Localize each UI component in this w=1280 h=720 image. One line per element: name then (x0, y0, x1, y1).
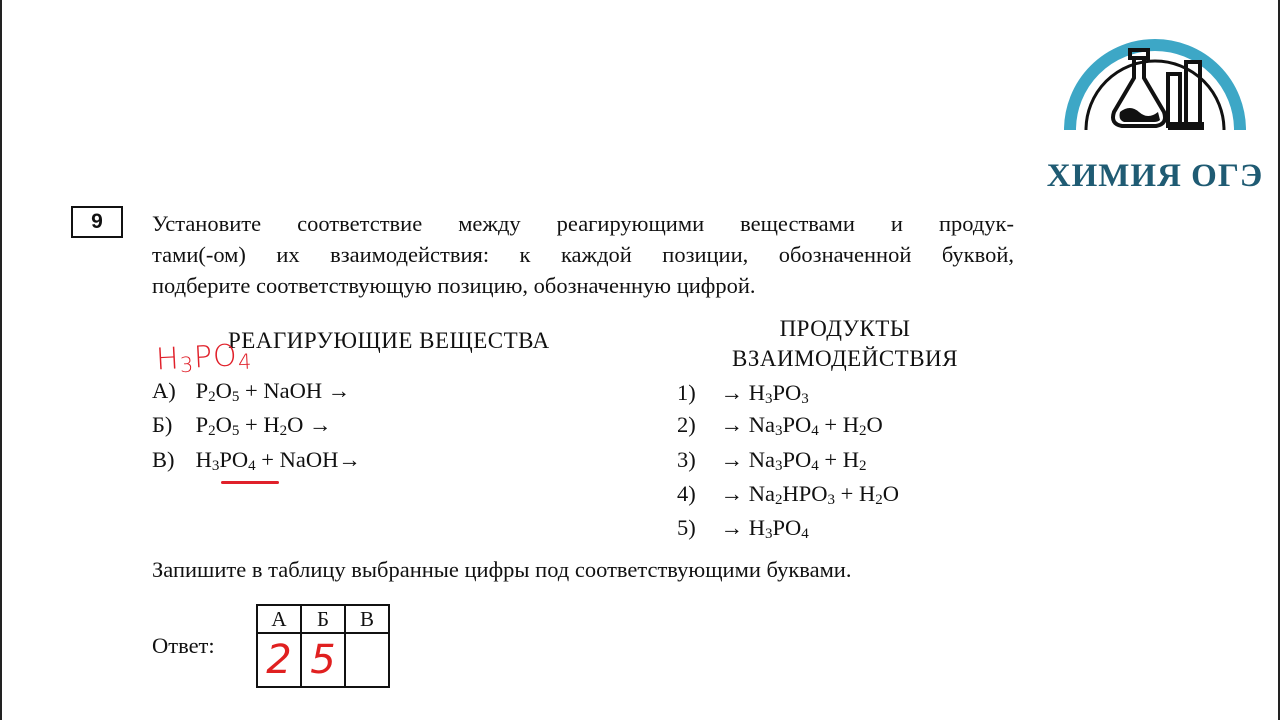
formula-subscript: 2 (875, 492, 883, 508)
formula-subscript: 4 (801, 526, 809, 542)
product-item-3 (677, 447, 866, 473)
product-item-5 (677, 515, 809, 541)
instruction-text: Запишите в таблицу выбранные цифры под соответствующими буквами. (152, 557, 852, 582)
task-line: подберите соответствующую позицию, обозначенную цифрой. (152, 273, 756, 298)
answer-header-row (257, 605, 389, 633)
formula-part: P (195, 378, 209, 403)
formula-part: + H (239, 412, 280, 437)
formula-subscript: 4 (811, 423, 819, 439)
formula-part: PO (219, 447, 249, 472)
handwritten-subscript: 3 (179, 352, 195, 378)
product-key: 2) (677, 412, 696, 437)
product-item-2 (677, 412, 883, 438)
task-statement (152, 208, 1014, 301)
formula-subscript: 2 (208, 423, 216, 439)
reagents-header: РЕАГИРУЮЩИЕ ВЕЩЕСТВА (228, 328, 550, 353)
formula-subscript: 3 (801, 391, 809, 407)
formula-part: HPO (782, 481, 828, 506)
product-item-1 (677, 380, 809, 406)
formula-part: O (215, 412, 232, 437)
formula-subscript: 2 (208, 389, 216, 405)
answer-cell-a[interactable]: 2 (257, 633, 301, 687)
formula-subscript: 4 (248, 458, 256, 474)
task-line: Установите соответствие между реагирующими веществами и продук- (152, 211, 1014, 236)
formula-subscript: 3 (775, 423, 783, 439)
answer-label: Ответ: (152, 633, 215, 658)
formula-part: + H (835, 481, 876, 506)
products-header-line: ВЗАИМОДЕЙСТВИЯ (731, 346, 959, 371)
formula-part: H (195, 447, 212, 472)
product-key: 4) (677, 481, 696, 506)
frame-left-border (0, 0, 2, 720)
reagent-key: Б) (152, 412, 173, 437)
formula-subscript: 3 (765, 391, 773, 407)
formula-part: + H (818, 447, 859, 472)
reagent-key: А) (152, 378, 176, 403)
formula-part: O (215, 378, 232, 403)
products-header-line: ПРОДУКТЫ (779, 316, 911, 341)
answer-header-v: В (345, 605, 389, 633)
formula-part: O (866, 412, 883, 437)
logo-title: ХИМИЯ ОГЭ (1046, 158, 1264, 194)
formula-subscript: 2 (775, 492, 783, 508)
formula-part: O (882, 481, 899, 506)
formula-part: → Na (720, 481, 775, 506)
answer-header-b: Б (301, 605, 345, 633)
handwritten-part: H (155, 341, 181, 378)
formula-part: PO (772, 380, 802, 405)
formula-part: PO (782, 412, 812, 437)
formula-subscript: 3 (827, 492, 836, 508)
product-item-4 (677, 481, 899, 507)
formula-part: + NaOH → (239, 378, 351, 403)
formula-subscript: 3 (211, 458, 220, 474)
reagent-item-b (152, 412, 331, 438)
formula-subscript: 4 (811, 458, 819, 474)
logo (1040, 12, 1270, 192)
formula-subscript: 3 (765, 526, 773, 542)
product-key: 1) (677, 380, 696, 405)
formula-subscript: 2 (858, 458, 867, 474)
reagent-item-v (152, 447, 361, 473)
formula-subscript: 5 (231, 389, 240, 405)
answer-cell-v[interactable] (345, 633, 389, 687)
formula-part: O → (287, 412, 332, 437)
flask-logo-icon (1060, 12, 1250, 144)
answer-value-row (257, 633, 389, 687)
reagent-item-a (152, 378, 350, 404)
handwritten-part: PO (193, 338, 239, 376)
formula-subscript: 2 (858, 423, 867, 439)
formula-part: P (195, 412, 209, 437)
formula-part: + NaOH→ (255, 447, 361, 472)
formula-part: → Na (720, 447, 775, 472)
formula-part: → Na (720, 412, 775, 437)
reagent-key: В) (152, 447, 175, 472)
formula-part: → H (720, 515, 765, 540)
product-key: 5) (677, 515, 696, 540)
formula-part: + H (818, 412, 859, 437)
handwritten-subscript: 4 (237, 349, 253, 375)
formula-part: → H (720, 380, 765, 405)
formula-subscript: 5 (231, 423, 240, 439)
answer-cell-b[interactable]: 5 (301, 633, 345, 687)
formula-subscript: 2 (279, 423, 288, 439)
formula-part: PO (782, 447, 812, 472)
task-line: тами(-ом) их взаимодействия: к каждой позиции, обозначенной буквой, (152, 242, 1014, 267)
handwritten-underline (221, 481, 279, 484)
answer-table (256, 604, 390, 688)
answer-header-a: А (257, 605, 301, 633)
formula-part: PO (772, 515, 802, 540)
task-number-box: 9 (71, 206, 123, 238)
handwritten-formula (155, 338, 253, 378)
product-key: 3) (677, 447, 696, 472)
formula-subscript: 3 (775, 458, 783, 474)
products-header (690, 314, 1000, 374)
